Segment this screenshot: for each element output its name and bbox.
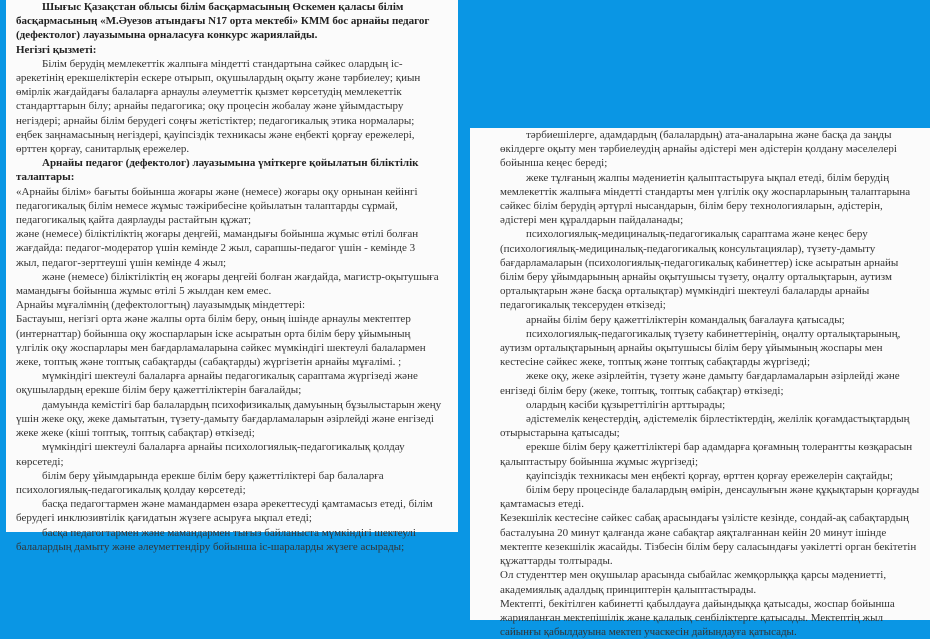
right-line: жарияланған мектепішілік және қалалық сенбіліктерге қатысады. Мектептің жыл [500,611,883,624]
left-line: психологиялық-педагогикалық қолдау көрсетеді; [16,483,246,496]
right-line: орталықтарын және басқа орталықтар) мүмкіндігі шектеулі балаларды арнайы [500,285,870,298]
left-line: талаптары: [16,171,75,184]
left-line: көрсетеді; [16,455,64,468]
left-line: үшін жеке оқу, жеке дамытатын, түзету-дамыту бағдарламаларын әзірлейді және енгізеді [16,412,434,425]
right-line: жеке тұлғаның жалпы мәдениетін қалыптастыруға ықпал етеді, білім берудің [526,171,890,184]
right-line: академиялық адалдық принциптерін қалыптастырады. [500,583,757,596]
left-line: жеке, топтық және топтық сабақтарды (сабақтарды) жүргізетін арнайы мұғалімі. ; [16,356,402,369]
right-line: енгізеді білім беру (жеке, топтық, топтық сабақтар) өткізеді; [500,384,784,397]
left-line: еңбек заңнамасының негіздері, қауіпсіздік техникасы және еңбекті қорғау ережелері, [16,128,415,141]
right-line: құжаттарды толтырады. [500,555,613,568]
right-line: мектепте кезекшілік жасайды. Тізбесін білім беру саласындағы уәкілетті орган бекітетін [500,540,917,553]
right-line: психологиялық-педагогикалық түзету кабинеттерінің, оңалту орталықтарының, [526,327,901,340]
right-line: кестесіне сәйкес жеке, топтық және топтық сабақтарды жүргізеді; [500,356,811,369]
left-line: Білім берудің мемлекеттік жалпыға міндетті стандартына сәйкес олардың іс- [42,57,403,70]
right-line: өкілдерге оқыту мен тәрбиелеудің арнайы әдістері мен әдістерін қолдану мәселелері [500,143,897,156]
right-line: (психологиялық-медициналық-педагогикалық консультациялар), түзету-дамыту [500,242,876,255]
left-line: басқармасының «М.Әуезов атындағы N17 орта мектебі» КММ бос арнайы педагог [16,15,430,28]
left-line: өмірлік жағдайдағы балаларға арнаулы әлеуметтік қызмет көрсетудің мемлекеттік [16,86,402,99]
left-line: мүмкіндігі шектеулі балаларға арнайы педагогикалық сараптама жүргізеді және [42,370,418,383]
right-line: ерекше білім беру қажеттіліктері бар адамдарға қоғамның толерантты көзқарасын [526,441,913,454]
right-line: Мектепті, бекітілген кабинетті қабылдауға дайындыққа қатысады, жоспар бойынша [500,597,895,610]
left-line: Арнайы педагог (дефектолог) лауазымына үміткерге қойылатын біліктілік [42,157,419,170]
right-line: психологиялық-медициналық-педагогикалық сараптама және кеңес беру [526,228,868,241]
left-line: мүмкіндігі шектеулі балаларға арнайы психологиялық-педагогикалық қолдау [42,441,405,454]
right-line: қауіпсіздік техникасы мен еңбекті қорғау, өрттен қорғау ережелерін сақтайды; [526,469,893,482]
left-line: балалардың дамыту және әлеуметтендіру бойынша іс-шараларды жүзеге асырады; [16,540,405,553]
right-line: басталуына 20 минут қалғанда және сабақтар аяқталғаннан кейін 20 минут ішінде [500,526,887,539]
left-line: стандарттарын білу; арнайы педагогика; оқу процесін жобалау және ұйымдастыру [16,100,404,113]
right-line: әдістері мен құралдарын пайдаланады; [500,214,684,227]
right-line: Ол студенттер мен оқушылар арасында сыбайлас жемқорлыққа қарсы мәдениетті, [500,569,887,582]
left-line: өрттен қорғау, санитарлық ережелер. [16,143,190,156]
right-line: бойынша кеңес береді; [500,157,608,170]
left-line: және (немесе) біліктіліктің ең жоғары деңгейі болған жағдайда, магистр-оқытушыға [42,270,439,283]
left-line: «Арнайы білім» бағыты бойынша жоғары және (немесе) жоғары оқу орнынан кейінгі [16,185,418,198]
right-line: сәйкес білім берудің әртүрлі нысандарын, білім беру технологияларын, әдістерін, [500,200,883,213]
left-line: үлгілік оқу жоспарлары мен бағдарламаларына сәйкес мүмкіндігі шектеулі балалармен [16,341,426,354]
right-line: білім беру ұйымдарының арнайы оқытушысы түзету, оңалту орталықтарын, аутизм [500,271,892,284]
left-line: педагогикалық білім немесе жұмыс тәжірибесіне қойылатын талаптарды сұрмай, [16,199,398,212]
left-line: әрекетінің ерекшеліктерін ескере отырып, оқушылардың оқыту және тәрбиелеу; қиын [16,72,421,85]
right-line: білім беру процесінде балалардың өмірін, денсаулығын және құқықтарын қорғауды [526,484,920,497]
left-line: басқа педагогтармен және мамандармен тығыз байланыста мүмкіндігі шектеулі [42,526,416,539]
left-line: жеке жеке (кіші топтық, топтық сабақтар) өткізеді; [16,427,255,440]
left-line: негіздері; арнайы білім берудегі соңғы жетістіктер; педагогикалық этика нормалары; [16,114,415,127]
right-line: тәрбиешілерге, адамдардың (балалардың) ата-аналарына және басқа да заңды [526,129,892,141]
left-line: Бастауыш, негізгі орта және жалпы орта білім беру, оның ішінде арнаулы мектептер [16,313,411,326]
left-line: жыл, педагог-зерттеуші үшін кемінде 4 жыл; [16,256,227,269]
right-line: қамтамасыз етеді. [500,498,584,511]
left-line: жағдайда: педагог-модератор үшін кемінде 2 жыл, сарапшы-педагог үшін - кемінде 3 [16,242,416,255]
right-line: отырыстарына қатысады; [500,427,620,440]
right-line: аутизм орталықтарының арнайы оқытушысы білім беру ұйымының жоспары мен [500,342,883,355]
right-line: сайынғы қабылдауына мектеп учаскесін дайындауға қатысады. [500,626,797,639]
right-line: олардың кәсіби құзыреттілігін арттырады; [526,398,726,411]
right-line: әдістемелік кеңестердің, әдістемелік бірлестіктердің, желілік қоғамдастықтардың [526,413,910,426]
left-line: мамандығы бойынша жұмыс өтілі 5 жылдан кем емес. [16,285,272,298]
left-line: (интернаттар) бойынша оқу жоспарларын іске асыратын орта білім беру ұйымының [16,327,411,340]
left-line: және (немесе) біліктіліктің жоғары деңгейі, мамандығы бойынша жұмыс өтілі болған [16,228,419,241]
left-line: (дефектолог) лауазымына орналасуға конкурс жариялайды. [16,29,318,42]
left-line: Арнайы мұғалімнің (дефектологтың) лауазымдық міндеттері: [16,299,306,312]
right-line: педагогикалық тексеруден өткізеді; [500,299,666,312]
right-line: жеке оқу, жеке әзірлейтін, түзету және дамыту бағдарламаларын әзірлейді және [526,370,900,383]
right-line: қалыптастыру бойынша жұмыс жүргізеді; [500,455,699,468]
document-page-left [6,0,458,553]
right-line: Кезекшілік кестесіне сәйкес сабақ арасындағы үзілісте кезінде, сондай-ақ сабақтардың [500,512,909,525]
right-line: арнайы білім беру қажеттіліктерін командалық бағалауға қатысады; [526,313,845,326]
left-line: басқа педагогтармен және мамандармен өзара әрекеттесуді қамтамасыз етеді, білім [42,498,433,511]
left-line: оқушылардың ерекше білім беру қажеттіліктерін бағалайды; [16,384,302,397]
document-page-right [470,128,930,639]
right-line: бағдарламаларын (психологиялық-педагогикалық кабинеттер) іске асыратын арнайы [500,256,899,269]
left-line: дамуында кемістігі бар балалардың психофизикалық дамуының бұзылыстарын жеңу [42,398,442,411]
left-line: Шығыс Қазақстан облысы білім басқармасының Өскемен қаласы білім [42,1,404,13]
left-line: берудегі инклюзивтілік қағидатын жүзеге асыруға ықпал етеді; [16,512,312,525]
left-line: педагогикалық қайта даярлауды растайтын құжат; [16,214,252,227]
left-line: білім беру ұйымдарында ерекше білім беру қажеттіліктері бар балаларға [42,469,384,482]
right-line: мемлекеттік жалпыға міндетті стандарты мен үлгілік оқу жоспарларының талаптарына [500,185,911,198]
left-line: Негізгі қызметі: [16,43,97,56]
